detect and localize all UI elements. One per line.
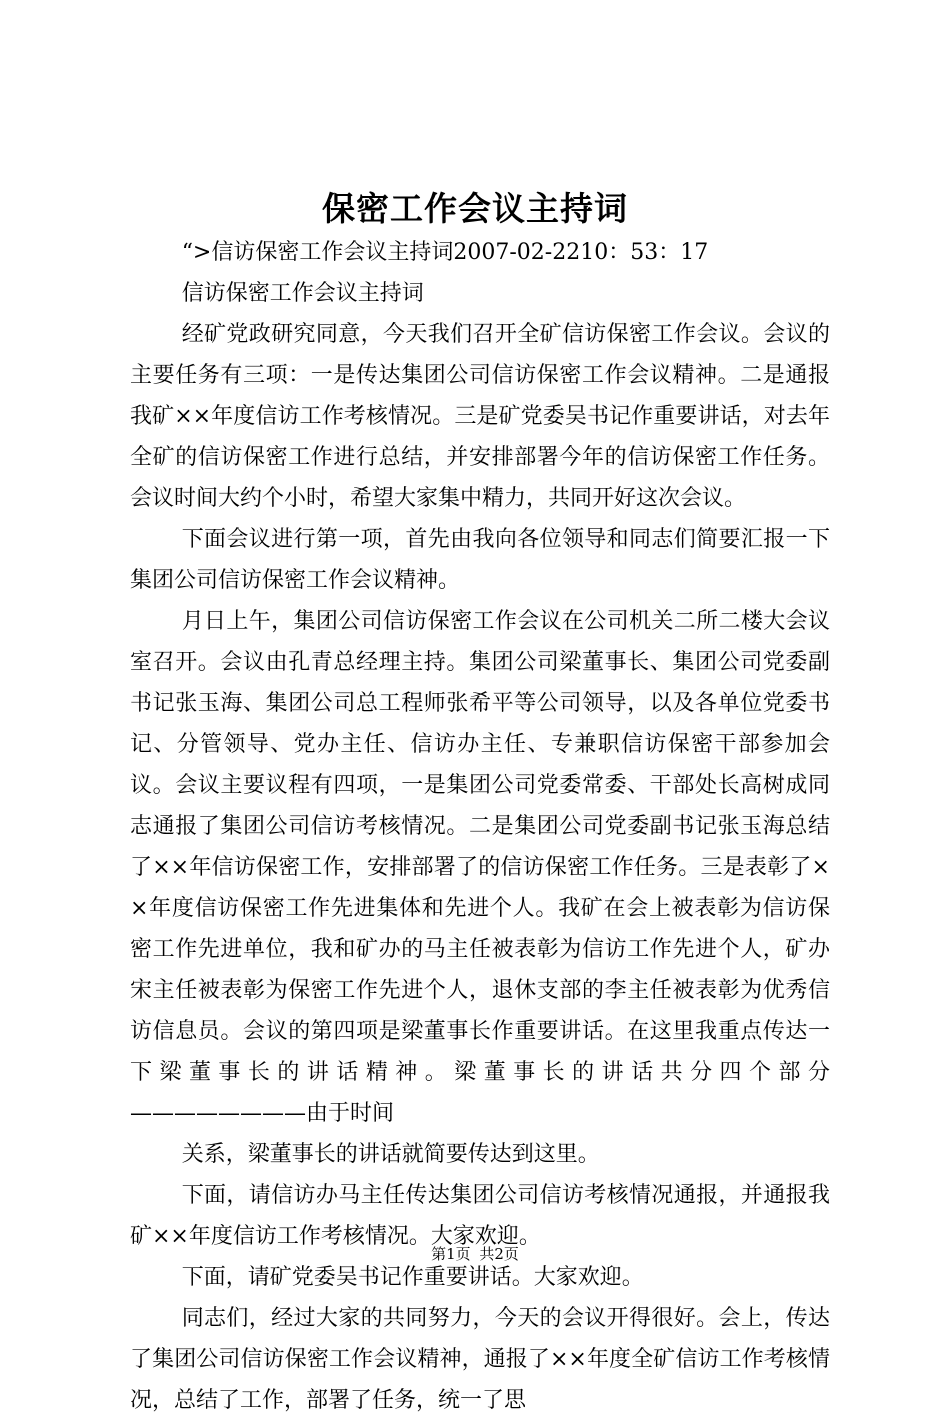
page-number: 第1页 <box>431 1245 471 1263</box>
paragraph-source-line: “>信访保密工作会议主持词2007-02-2210：53：17 <box>181 240 709 265</box>
paragraph-opening: 经矿党政研究同意，今天我们召开全矿信访保密工作会议。会议的主要任务有三项：一是传达集团公司信访保密工作会议精神。二是通报我矿××年度信访工作考核情况。三是矿党委吴书记作重要讲话，对去年全矿的信访保密工作进行总结，并安排部署今年的信访保密工作任务。会议时间大约个小时，希望大家集中精力，共同开好这次会议。 <box>130 322 830 511</box>
paragraph-item-one: 下面会议进行第一项，首先由我向各位领导和同志们简要汇报一下集团公司信访保密工作会议精神。 <box>130 527 830 593</box>
paragraph-item-three: 下面，请矿党委吴书记作重要讲话。大家欢迎。 <box>181 1265 644 1290</box>
page-footer <box>0 1244 950 1264</box>
paragraph-subtitle: 信访保密工作会议主持词 <box>181 281 424 306</box>
paragraph-conclusion: 同志们，经过大家的共同努力，今天的会议开得很好。会上，传达了集团公司信访保密工作会议精神，通报了××年度全矿信访工作考核情况，总结了工作，部署了任务，统一了思 <box>130 1306 830 1413</box>
paragraph-speech-close: 关系，梁董事长的讲话就简要传达到这里。 <box>181 1142 600 1167</box>
paragraph-meeting-summary: 月日上午，集团公司信访保密工作会议在公司机关二所二楼大会议室召开。会议由孔青总经理主持。集团公司梁董事长、集团公司党委副书记张玉海、集团公司总工程师张希平等公司领导，以及各单位党委书记、分管领导、党办主任、信访办主任、专兼职信访保密干部参加会议。会议主要议程有四项，一是集团公司党委常委、干部处长高树成同志通报了集团公司信访考核情况。二是集团公司党委副书记张玉海总结了××年信访保密工作，安排部署了的信访保密工作任务。三是表彰了××年度信访保密工作先进集体和先进个人。我矿在会上被表彰为信访保密工作先进单位，我和矿办的马主任被表彰为信访工作先进个人，矿办宋主任被表彰为保密工作先进个人，退休支部的李主任被表彰为优秀信访信息员。会议的第四项是梁董事长作重要讲话。在这里我重点传达一下梁董事长的讲话精神。梁董事长的讲话共分四个部分————————由于时间 <box>130 609 830 1126</box>
document-body <box>130 232 830 1421</box>
paragraph-item-two: 下面，请信访办马主任传达集团公司信访考核情况通报，并通报我矿××年度信访工作考核情况。大家欢迎。 <box>130 1183 830 1249</box>
document-title: 保密工作会议主持词 <box>322 189 628 228</box>
page-total: 共2页 <box>479 1245 519 1263</box>
